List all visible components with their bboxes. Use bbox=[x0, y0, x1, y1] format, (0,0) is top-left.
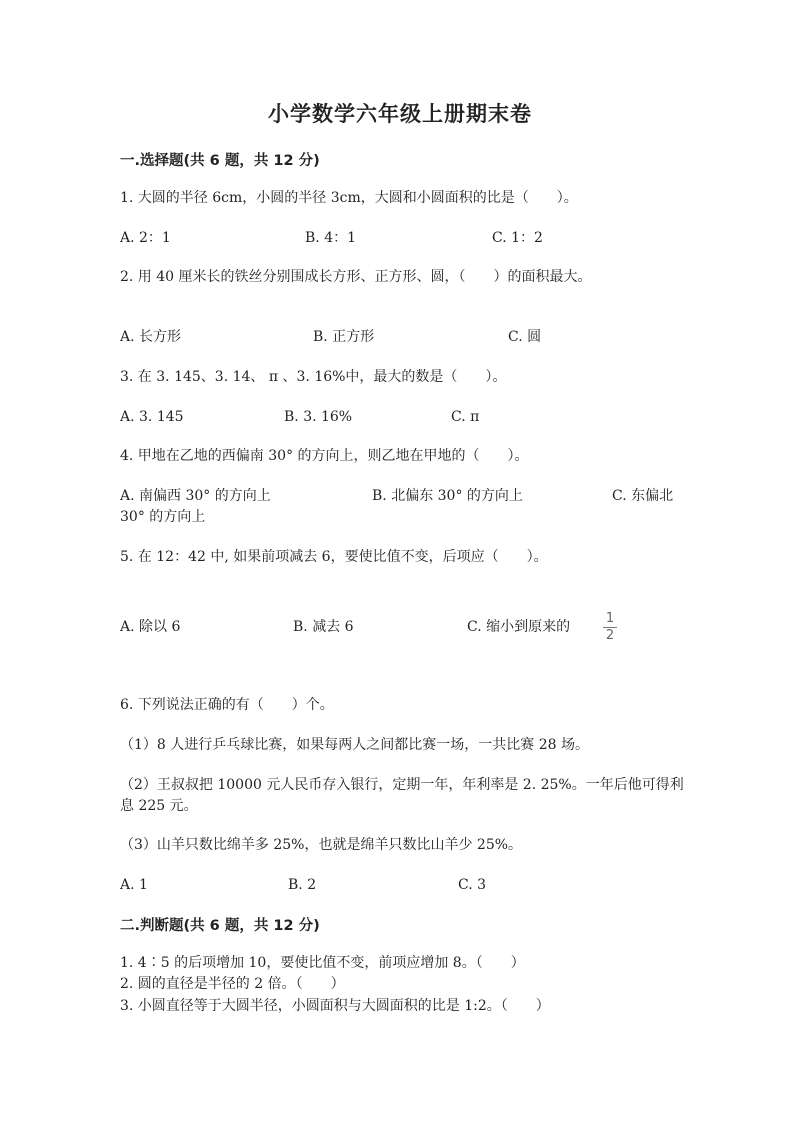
q6-statement-1: （1）8 人进行乒乓球比赛，如果每两人之间都比赛一场，一共比赛 28 场。 bbox=[120, 737, 589, 753]
q6-option-a: A. 1 bbox=[120, 877, 148, 893]
q1-option-b: B. 4：1 bbox=[305, 230, 357, 246]
q6-statement-2: （2）王叔叔把 10000 元人民币存入银行，定期一年，年利率是 2. 25%。一年后他可得利息 225 元。 bbox=[120, 777, 684, 814]
q6-statement-3: （3）山羊只数比绵羊多 25%，也就是绵羊只数比山羊少 25%。 bbox=[120, 837, 523, 853]
q4-option-c: C. 东偏北 bbox=[612, 488, 674, 504]
q4-option-a: A. 南偏西 30° 的方向上 bbox=[120, 488, 271, 504]
question-2: 2. 用 40 厘米长的铁丝分别围成长方形、正方形、圆，（ ）的面积最大。 bbox=[120, 269, 592, 285]
question-1: 1. 大圆的半径 6cm，小圆的半径 3cm，大圆和小圆面积的比是（ ）。 bbox=[120, 190, 578, 206]
q2-option-b: B. 正方形 bbox=[313, 329, 375, 345]
question-4: 4. 甲地在乙地的西偏南 30° 的方向上，则乙地在甲地的（ ）。 bbox=[120, 448, 529, 464]
q1-option-c: C. 1：2 bbox=[492, 230, 543, 246]
q3-option-b: B. 3. 16% bbox=[284, 409, 353, 425]
q5-option-b: B. 减去 6 bbox=[293, 619, 354, 635]
judgment-item-2: 2. 圆的直径是半径的 2 倍。（ ） bbox=[120, 976, 345, 992]
q2-option-c: C. 圆 bbox=[508, 329, 542, 345]
fraction-denominator: 2 bbox=[605, 628, 615, 643]
judgment-item-3: 3. 小圆直径等于大圆半径，小圆面积与大圆面积的比是 1:2。（ ） bbox=[120, 998, 550, 1014]
question-5: 5. 在 12：42 中, 如果前项减去 6，要使比值不变，后项应（ ）。 bbox=[120, 549, 548, 565]
q5-option-c: C. 缩小到原来的 bbox=[467, 619, 571, 635]
question-6: 6. 下列说法正确的有（ ）个。 bbox=[120, 697, 334, 713]
page-title: 小学数学六年级上册期末卷 bbox=[268, 102, 532, 126]
fraction-one-half bbox=[603, 611, 617, 644]
question-3: 3. 在 3. 145、3. 14、 π 、3. 16%中，最大的数是（ ）。 bbox=[120, 369, 507, 385]
q3-option-a: A. 3. 145 bbox=[120, 409, 184, 425]
q1-option-a: A. 2：1 bbox=[120, 230, 171, 246]
q6-option-b: B. 2 bbox=[288, 877, 317, 893]
q2-option-a: A. 长方形 bbox=[120, 329, 182, 345]
q4-option-c-continued: 30° 的方向上 bbox=[120, 509, 206, 525]
q6-option-c: C. 3 bbox=[458, 877, 487, 893]
section-heading-judgment: 二.判断题(共 6 题，共 12 分) bbox=[120, 918, 320, 934]
q4-option-b: B. 北偏东 30° 的方向上 bbox=[372, 488, 523, 504]
q5-option-a: A. 除以 6 bbox=[120, 619, 181, 635]
judgment-item-1: 1. 4∶5 的后项增加 10，要使比值不变，前项应增加 8。（ ） bbox=[120, 955, 525, 971]
q3-option-c: C. π bbox=[451, 409, 480, 425]
section-heading-choice: 一.选择题(共 6 题，共 12 分) bbox=[120, 153, 320, 169]
fraction-numerator: 1 bbox=[603, 611, 617, 628]
